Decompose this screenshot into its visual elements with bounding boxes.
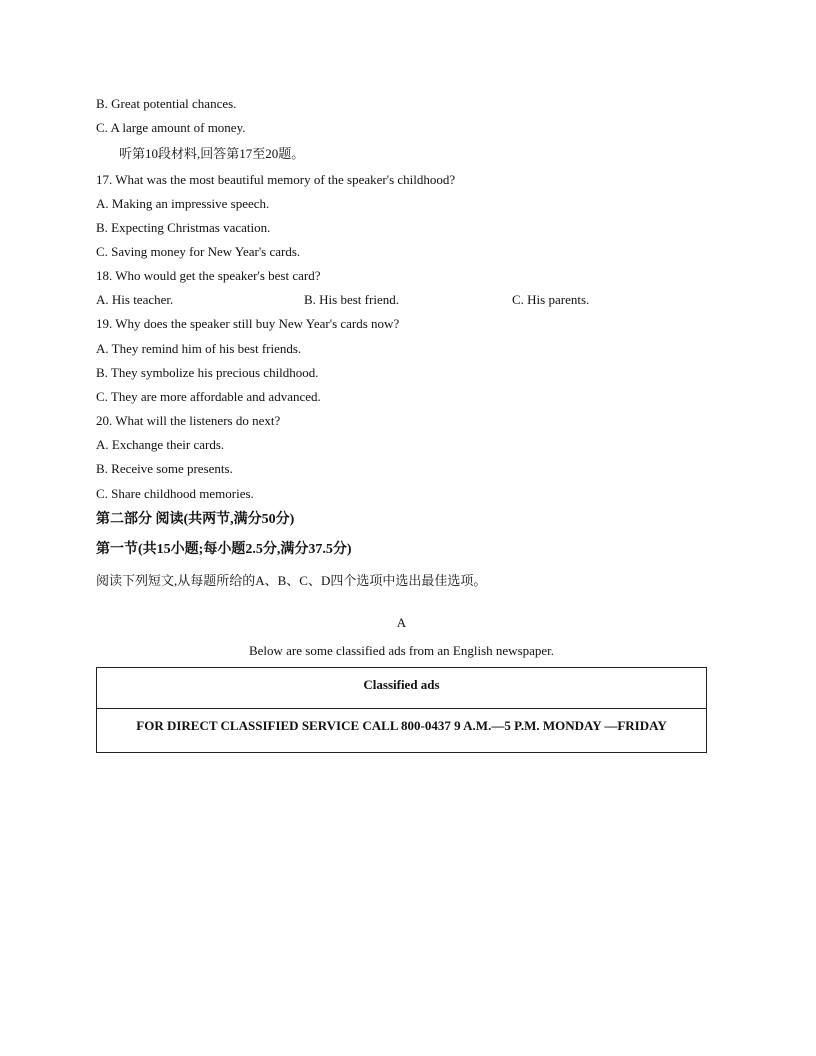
question-19-option-b: B. They symbolize his precious childhood.	[96, 365, 319, 380]
question-20-option-c: C. Share childhood memories.	[96, 486, 254, 501]
part-two-title: 第二部分 阅读(共两节,满分50分)	[96, 512, 295, 527]
question-18-option-a: A. His teacher.	[96, 292, 174, 307]
passage-intro: Below are some classified ads from an English newspaper.	[248, 643, 555, 658]
question-18-option-b: B. His best friend.	[304, 292, 399, 307]
question-19-option-a: A. They remind him of his best friends.	[96, 341, 302, 356]
passage-label: A	[396, 615, 407, 630]
question-20-stem: 20. What will the listeners do next?	[96, 413, 281, 428]
question-20-option-a: A. Exchange their cards.	[96, 437, 225, 452]
question-17-stem: 17. What was the most beautiful memory of the speaker's childhood?	[96, 172, 456, 187]
question-17-option-a: A. Making an impressive speech.	[96, 196, 270, 211]
question-17-option-b: B. Expecting Christmas vacation.	[96, 220, 271, 235]
question-18-option-c: C. His parents.	[512, 292, 590, 307]
question-19-option-c: C. They are more affordable and advanced.	[96, 389, 321, 404]
question-20-option-b: B. Receive some presents.	[96, 461, 233, 476]
question-18-stem: 18. Who would get the speaker's best card?	[96, 268, 321, 283]
q16-option-b: B. Great potential chances.	[96, 96, 237, 111]
classified-ads-table	[96, 667, 707, 753]
classified-ads-title: Classified ads	[97, 668, 706, 709]
reading-instruction: 阅读下列短文,从每题所给的A、B、C、D四个选项中选出最佳选项。	[96, 573, 487, 588]
section-one-title: 第一节(共15小题;每小题2.5分,满分37.5分)	[96, 542, 352, 557]
passage10-instruction: 听第10段材料,回答第17至20题。	[119, 146, 305, 161]
q16-option-c: C. A large amount of money.	[96, 120, 246, 135]
question-17-option-c: C. Saving money for New Year's cards.	[96, 244, 301, 259]
classified-service-line: FOR DIRECT CLASSIFIED SERVICE CALL 800-0437 9 A.M.—5 P.M. MONDAY —FRIDAY	[136, 718, 667, 733]
question-19-stem: 19. Why does the speaker still buy New Year's cards now?	[96, 316, 400, 331]
